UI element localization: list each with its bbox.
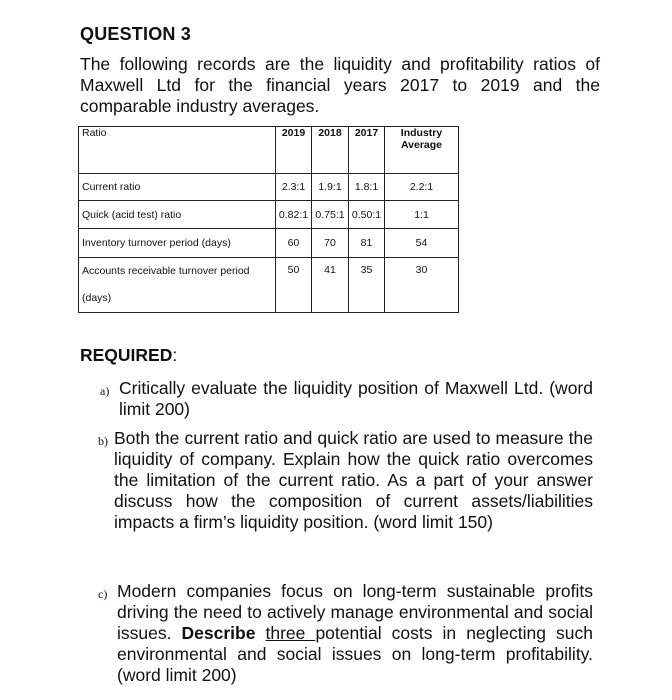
item-c-space <box>255 623 265 643</box>
header-industry-average <box>385 127 459 174</box>
cell-2019: 60 <box>276 229 312 258</box>
cell-2018: 41 <box>312 258 349 313</box>
cell-2017: 81 <box>349 229 385 258</box>
item-c-text-before: Modern companies focus on long-term sustainable profits driving the need to actively manage environmental and social issues. <box>117 581 593 643</box>
row-label-line2: (days) <box>82 292 112 304</box>
item-c-bold-word: Describe <box>181 623 256 643</box>
cell-2017: 35 <box>349 258 385 313</box>
required-colon: : <box>172 345 178 365</box>
item-b-text: Both the current ratio and quick ratio are used to measure the liquidity of company. Explain how the quick ratio overcomes the limitation of the current ratio. As a part of your answer discuss how the composition of current assets/liabilities impacts a firm’s liquidity position. (word limit 150) <box>114 428 593 532</box>
intro-paragraph: The following records are the liquidity and profitability ratios of Maxwell Ltd for the financial years 2017 to 2019 and the comparable industry averages. <box>80 54 600 116</box>
header-2017: 2017 <box>349 127 385 174</box>
cell-industry: 1:1 <box>385 201 459 229</box>
cell-industry: 54 <box>385 229 459 258</box>
question-title: QUESTION 3 <box>80 24 192 44</box>
cell-2019: 0.82:1 <box>276 201 312 229</box>
row-label-line1: Accounts receivable turnover period <box>82 265 250 277</box>
ratios-table <box>78 126 459 313</box>
item-a-marker: a) <box>100 384 110 398</box>
row-label: Quick (acid test) ratio <box>79 201 276 229</box>
cell-industry: 30 <box>385 258 459 313</box>
header-2019: 2019 <box>276 127 312 174</box>
required-label: REQUIRED <box>80 345 173 365</box>
header-2018: 2018 <box>312 127 349 174</box>
cell-2017: 1.8:1 <box>349 174 385 201</box>
cell-2019: 50 <box>276 258 312 313</box>
item-a-text: Critically evaluate the liquidity position of Maxwell Ltd. (word limit 200) <box>119 378 593 419</box>
row-label: Inventory turnover period (days) <box>79 229 276 258</box>
table-header-row <box>79 127 459 174</box>
item-b-marker: b) <box>98 434 108 448</box>
item-c-text <box>117 581 593 686</box>
header-industry-line1: Industry <box>400 127 443 139</box>
cell-2019: 2.3:1 <box>276 174 312 201</box>
table-row <box>79 174 459 201</box>
item-c-text-after: potential costs in neglecting such environmental and social issues on long-term profitability. (word limit 200) <box>117 623 593 685</box>
table-row <box>79 201 459 229</box>
cell-industry: 2.2:1 <box>385 174 459 201</box>
header-industry-line2: Average <box>400 139 443 151</box>
header-ratio: Ratio <box>79 127 276 174</box>
item-c-underlined: three <box>265 623 316 643</box>
cell-2018: 70 <box>312 229 349 258</box>
table-row <box>79 229 459 258</box>
cell-2017: 0.50:1 <box>349 201 385 229</box>
required-heading <box>80 345 177 366</box>
cell-2018: 1.9:1 <box>312 174 349 201</box>
cell-2018: 0.75:1 <box>312 201 349 229</box>
row-label <box>79 258 276 313</box>
item-c-marker: c) <box>98 587 108 601</box>
table-row <box>79 258 459 313</box>
row-label: Current ratio <box>79 174 276 201</box>
